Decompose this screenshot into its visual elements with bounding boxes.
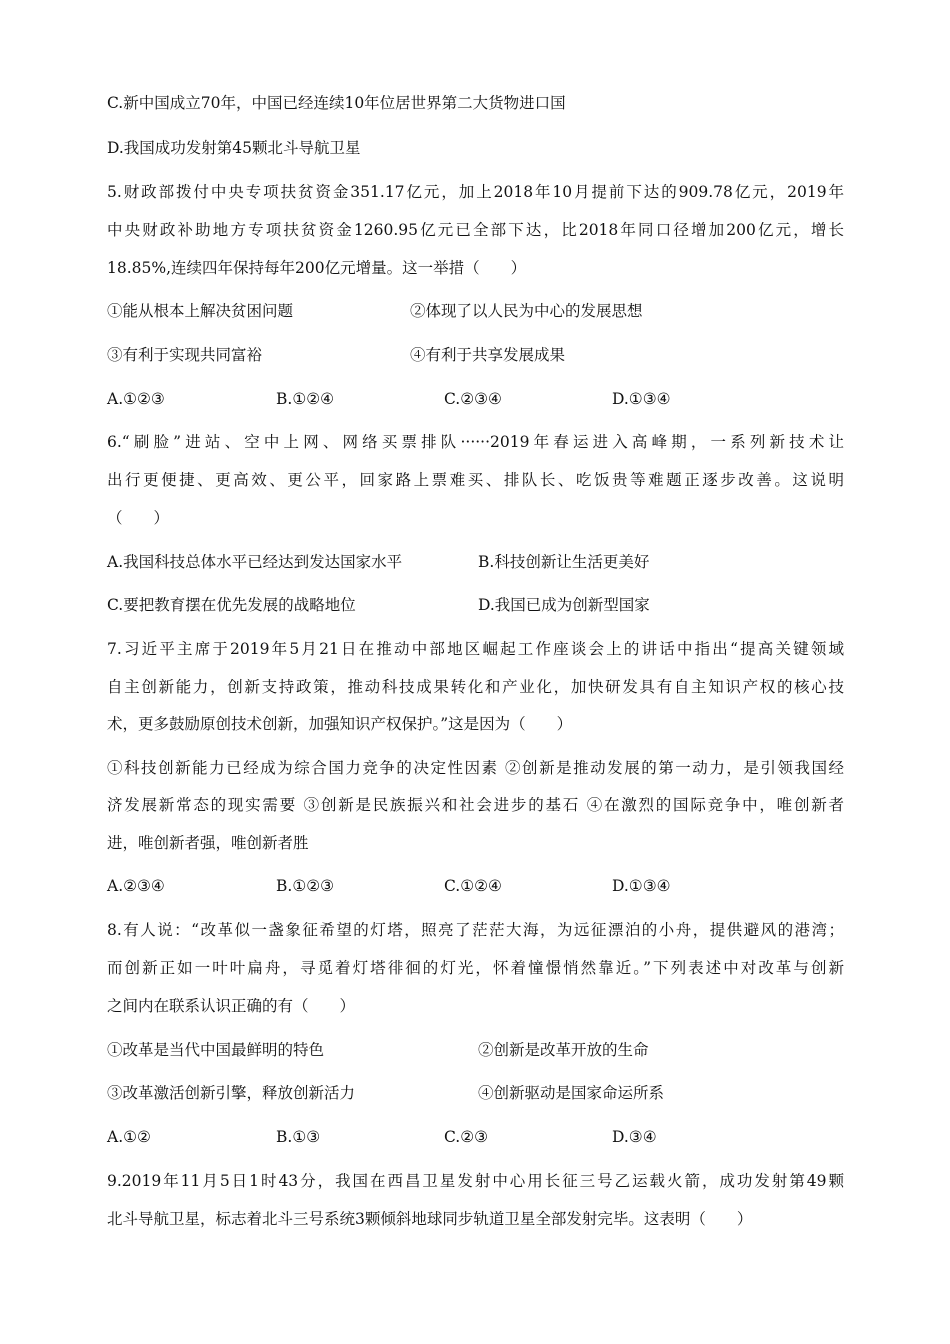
q5-option-d: D.①③④	[612, 390, 671, 408]
q5-statement: ③有利于实现共同富裕	[107, 346, 263, 364]
q7-option-b: B.①②③	[276, 877, 335, 895]
q9-stem-line: 北斗导航卫星，标志着北斗三号系统3颗倾斜地球同步轨道卫星全部发射完毕。这表明（ ）	[107, 1210, 753, 1228]
q7-stem-line: 7.习近平主席于2019年5月21日在推动中部地区崛起工作座谈会上的讲话中指出“提高关键领域	[107, 640, 844, 658]
q8-statement: ④创新驱动是国家命运所系	[478, 1084, 665, 1102]
q7-stem-line: 自主创新能力，创新支持政策，推动科技成果转化和产业化，加快研发具有自主知识产权的核心技	[107, 678, 844, 696]
q8-statement: ③改革激活创新引擎，释放创新活力	[107, 1084, 356, 1102]
q6-option-a: A.我国科技总体水平已经达到发达国家水平	[107, 553, 403, 571]
q7-statement-line: ①科技创新能力已经成为综合国力竞争的决定性因素 ②创新是推动发展的第一动力，是引领我国经	[107, 759, 844, 777]
q7-option-a: A.②③④	[107, 877, 165, 895]
q9-stem-line: 9.2019年11月5日1时43分，我国在西昌卫星发射中心用长征三号乙运载火箭，成功发射第49颗	[107, 1172, 844, 1190]
q6-option-c: C.要把教育摆在优先发展的战略地位	[107, 596, 356, 614]
q8-option-c: C.②③	[444, 1128, 489, 1146]
q5-stem-line: 18.85%,连续四年保持每年200亿元增量。这一举措（ ）	[107, 259, 527, 277]
q8-option-d: D.③④	[612, 1128, 657, 1146]
q6-stem-line: 出行更便捷、更高效、更公平，回家路上票难买、排队长、吃饭贵等难题正逐步改善。这说明	[107, 471, 844, 489]
q5-statement: ②体现了以人民为中心的发展思想	[410, 302, 643, 320]
q4-option-d: D.我国成功发射第45颗北斗导航卫星	[107, 139, 361, 157]
q7-stem-line: 术，更多鼓励原创技术创新，加强知识产权保护。”这是因为（ ）	[107, 715, 573, 733]
q5-option-b: B.①②④	[276, 390, 335, 408]
q8-stem-line: 8.有人说：“改革似一盏象征希望的灯塔，照亮了茫茫大海，为远征漂泊的小舟，提供避风的港湾；	[107, 921, 844, 939]
q6-option-d: D.我国已成为创新型国家	[478, 596, 650, 614]
q7-option-d: D.①③④	[612, 877, 671, 895]
q5-stem-line: 5.财政部拨付中央专项扶贫资金351.17亿元，加上2018年10月提前下达的909.78亿元，2019年	[107, 183, 844, 201]
q6-stem-line: 6.“刷脸”进站、空中上网、网络买票排队······2019年春运进入高峰期，一系列新技术让	[107, 433, 844, 451]
q5-statement: ①能从根本上解决贫困问题	[107, 302, 294, 320]
q6-option-b: B.科技创新让生活更美好	[478, 553, 650, 571]
q8-option-b: B.①③	[276, 1128, 321, 1146]
q5-option-c: C.②③④	[444, 390, 502, 408]
q8-stem-line: 之间内在联系认识正确的有（ ）	[107, 997, 356, 1015]
q5-statement: ④有利于共享发展成果	[410, 346, 566, 364]
q8-option-a: A.①②	[107, 1128, 151, 1146]
q8-statement: ②创新是改革开放的生命	[478, 1041, 649, 1059]
q7-option-c: C.①②④	[444, 877, 502, 895]
q8-stem-line: 而创新正如一叶叶扁舟，寻觅着灯塔徘徊的灯光，怀着憧憬悄然靠近。”下列表述中对改革与创新	[107, 959, 844, 977]
q7-statement-line: 进，唯创新者强，唯创新者胜	[107, 834, 309, 852]
q8-statement: ①改革是当代中国最鲜明的特色	[107, 1041, 325, 1059]
q7-statement-line: 济发展新常态的现实需要 ③创新是民族振兴和社会进步的基石 ④在激烈的国际竞争中，唯创新者	[107, 796, 844, 814]
q5-option-a: A.①②③	[107, 390, 165, 408]
q4-option-c: C.新中国成立70年，中国已经连续10年位居世界第二大货物进口国	[107, 94, 566, 112]
q6-stem-line: （ ）	[107, 509, 170, 527]
q5-stem-line: 中央财政补助地方专项扶贫资金1260.95亿元已全部下达，比2018年同口径增加200亿元，增长	[107, 221, 844, 239]
